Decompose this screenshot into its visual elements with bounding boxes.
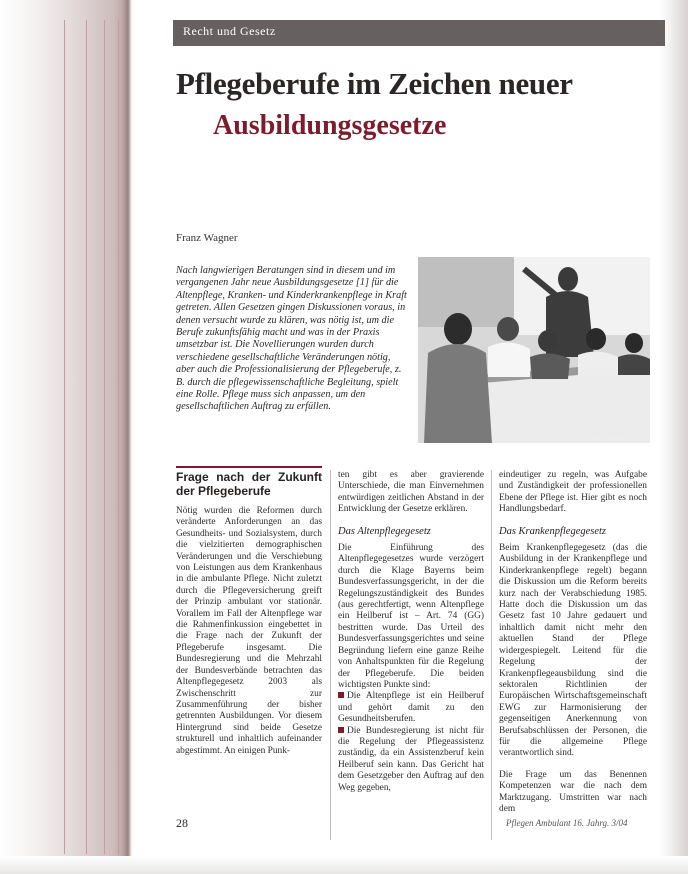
body-text: Beim Krankenpflegegesetz (das die Ausbildung in der Krankenpflege und Kinderkrankenpflege regelt) begann die Diskussion um die Reform bereits kurz nach der Verabschiedung 1985. Hatte doch die Diskussion um das Gesetz fast 10 Jahre gedauert und inhaltlich damit nicht mehr den aktuellen Stand der Pflege widergespiegelt. Leitend für die Regelung der Krankenpflegeausbildung sind die sektoralen Richtlinien der Europäischen Wirtschaftsgemeinschaft EWG zur Harmonisierung der gegenseitigen Anerkennung von Berufsabschlüssen der Personen, die für die allgemeine Pflege verantwortlich sind. (499, 543, 647, 759)
author-name: Franz Wagner (176, 232, 238, 244)
photo-credit: Foto: Privat (592, 432, 623, 438)
article-title-line-2: Ausbildungsgesetze (213, 110, 447, 141)
body-text: eindeutiger zu regeln, was Aufgabe und Zuständigkeit der professionellen Ebene der Pflege ist. Hier gibt es noch Handlungsbedarf. (499, 470, 647, 515)
body-text: Nötig wurden die Reformen durch veränderte Anforderungen an das Gesundheits- und Sozialsystem, durch die vielzitierten demographischen Veränderungen und die Verschiebung von Leistungen aus dem Krankenhaus in die ambulante Pflege. Nicht zuletzt durch die Pflegeversicherung greift der Prinzip ambulant vor stationär. Vorallem im Fall der Altenpflege war die Rahmenfinkussion eingebettet in die Frage nach der Zukunft der Pflegeberufe insgesamt. Die Bundesregierung und die Mehrzahl der Bundesverbände betrachten das Altenpflegegesetz 2003 als Zwischenschritt zur Zusammenführung der bisher getrennten Ausbildungen. Vor diesem Hintergrund sind beide Gesetze strukturell und inhaltlich aufeinander abgestimmt. An einigen Punk- (176, 506, 322, 756)
bullet-square-icon (338, 692, 344, 698)
column-heading-rule (176, 466, 322, 468)
body-text: Die Einführung des Altenpflegegesetzes wurde verzögert durch die Klage Bayerns beim Bundesverfassungsgericht, in der die Regelungszuständigkeit des Bundes (aus gerechtfertigt, wenn Altenpflege ein Heilberuf ist – Art. 74 (GG) bestritten wurde. Das Urteil des Bundesverfassungsgerichtes und seine Begründung liefern eine ganze Reihe von Anhaltspunkten für die Regelung der Pflegeberufe. Die beiden wichtigsten Punkte sind: (338, 543, 484, 690)
scan-shadow-bottom (0, 856, 688, 874)
bullet-item (338, 691, 484, 725)
bullet-item (338, 726, 484, 794)
scan-shadow-right (660, 0, 688, 874)
text-column-2 (338, 470, 484, 794)
body-text: Die Frage um das Benennen Kompetenzen war die nach dem Marktzugang. Umstritten war nach dem (499, 769, 647, 814)
body-text: ten gibt es aber gravierende Unterschiede, die man Einvernehmen entwürdigen zeitlichen Abstand in der Entwicklung der Gesetze erklären. (338, 470, 484, 515)
column-divider (330, 470, 331, 840)
section-label: Recht und Gesetz (183, 24, 276, 38)
book-page-edge (0, 0, 132, 874)
classroom-photo (418, 257, 650, 443)
page-edge-line (64, 20, 65, 854)
page-edge-line (104, 20, 105, 854)
text-column-1 (176, 470, 322, 757)
bullet-text: Die Altenpflege ist ein Heilberuf und gehört damit zu den Gesundheitsberufen. (338, 691, 484, 725)
journal-footer: Pflegen Ambulant 16. Jahrg. 3/04 (506, 818, 628, 828)
intro-paragraph: Nach langwierigen Beratungen sind in diesem und im vergangenen Jahr neue Ausbildungsgesetze [1] für die Altenpflege, Kranken- und Kinderkrankenpflege in Kraft getreten. Allen Gesetzen gingen Diskussionen voraus, in denen versucht wurde zu klären, was nötig ist, um die Berufe zukunftsfähig macht und was in der Praxis umsetzbar ist. Die Novellierungen wurden durch verschiedene gesellschaftliche Veränderungen nötig, aber auch die Professionalisierung der Pflegeberufe, z. B. durch die pflegewissenschaftliche Begleitung, spielt eine Rolle. Pflege muss sich anpassen, um den gesellschaftlichen Auftrag zu erfüllen. (176, 265, 407, 413)
page-edge-line (118, 20, 119, 854)
bullet-square-icon (338, 727, 344, 733)
article-title-line-1: Pflegeberufe im Zeichen neuer (176, 66, 573, 101)
subheading: Das Krankenpflegegesetz (499, 525, 607, 537)
subheading: Das Altenpflegegesetz (338, 525, 431, 537)
column-divider (491, 470, 492, 840)
bullet-text: Die Bundesregierung ist nicht für die Regelung der Pflegeassistenz zuständig, da ein Assistenzberuf kein Heilberuf sein kann. Das Gericht hat dem Gesetzgeber den Auftrag auf den Weg gegeben, (338, 725, 484, 793)
text-column-3 (499, 470, 647, 815)
page-edge-line (86, 20, 87, 854)
column-heading: Frage nach der Zukunft der Pflegeberufe (176, 470, 322, 498)
section-header-bar (173, 20, 665, 46)
page-number: 28 (176, 816, 188, 830)
